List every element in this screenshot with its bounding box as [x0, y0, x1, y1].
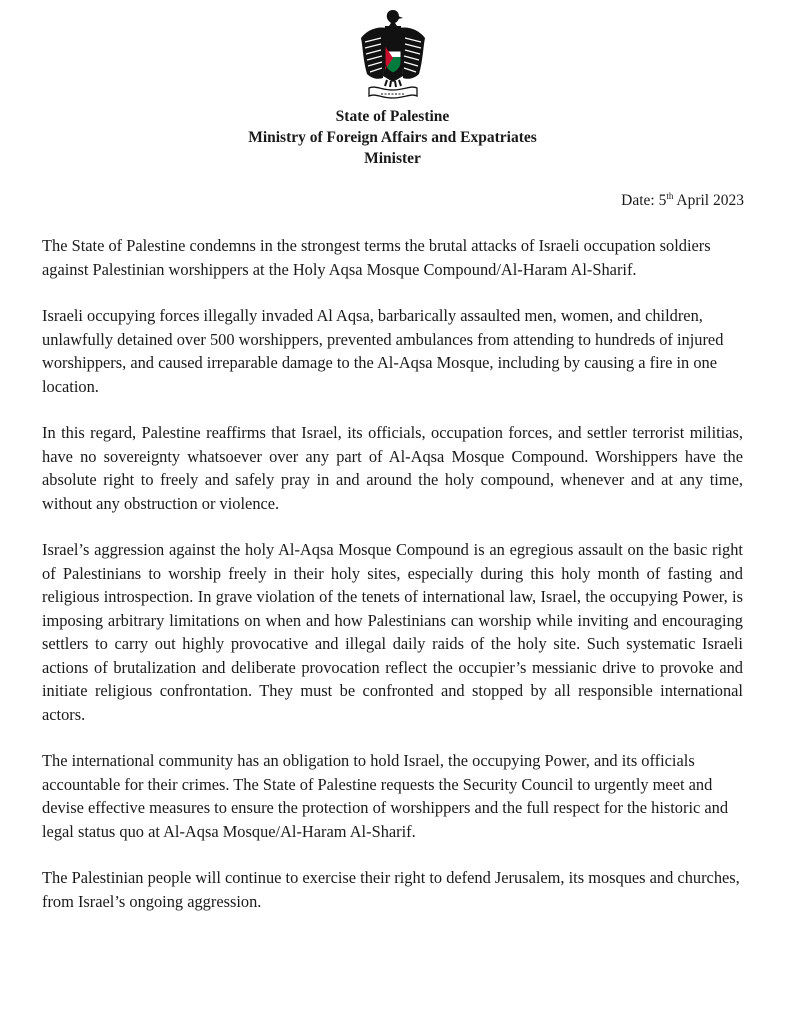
- paragraph-2: Israeli occupying forces illegally invaded Al Aqsa, barbarically assaulted men, women, and children, unlawfully detained over 500 worshippers, prevented ambulances from attending to hundreds of injured worshippers, and caused irreparable damage to the Al-Aqsa Mosque, including by causing a fire in one location.: [42, 306, 724, 396]
- paragraph-4: Israel’s aggression against the holy Al-Aqsa Mosque Compound is an egregious assault on the basic right of Palestinians to worship freely in their holy sites, especially during this holy month of fasting and religious introspection. In grave violation of the tenets of international law, Israel, the occupying Power, is imposing arbitrary limitations on when and how Palestinians can worship while inviting and encouraging settlers to carry out highly provocative and illegal daily raids of the holy site. Such systematic Israeli actions of brutalization and deliberate provocation reflect the occupier’s messianic drive to provoke and initiate religious confrontation. They must be confronted and stopped by all responsible international actors.: [42, 540, 743, 724]
- date-rest: April 2023: [673, 192, 744, 209]
- paragraph-1: The State of Palestine condemns in the strongest terms the brutal attacks of Israeli occupation soldiers against Palestinian worshippers at the Holy Aqsa Mosque Compound/Al-Haram Al-Sharif.: [42, 236, 711, 279]
- date-prefix: Date: 5: [621, 192, 667, 209]
- statement-body: [42, 234, 743, 936]
- ministry-name: Ministry of Foreign Affairs and Expatriates: [248, 129, 537, 146]
- state-name: State of Palestine: [335, 108, 450, 125]
- letter-date: [621, 190, 744, 211]
- paragraph-5: The international community has an obligation to hold Israel, the occupying Power, and its officials accountable for their crimes. The State of Palestine requests the Security Council to urgently meet and devise effective measures to ensure the protection of worshippers and the full respect for the historic and legal status quo at Al-Aqsa Mosque/Al-Haram Al-Sharif.: [42, 751, 729, 841]
- paragraph-3: In this regard, Palestine reaffirms that Israel, its officials, occupation forces, and settler terrorist militias, have no sovereignty whatsoever over any part of Al-Aqsa Mosque Compound. Worshippers have the absolute right to freely and safely pray in and around the holy compound, whenever and at any time, without any obstruction or violence.: [42, 423, 743, 513]
- paragraph-6: The Palestinian people will continue to exercise their right to defend Jerusalem, its mosques and churches, from Israel’s ongoing aggression.: [42, 868, 740, 911]
- office-title: Minister: [364, 150, 421, 167]
- palestine-eagle-emblem-icon: [357, 8, 429, 104]
- date-ordinal: th: [666, 191, 674, 201]
- letterhead: [0, 106, 785, 169]
